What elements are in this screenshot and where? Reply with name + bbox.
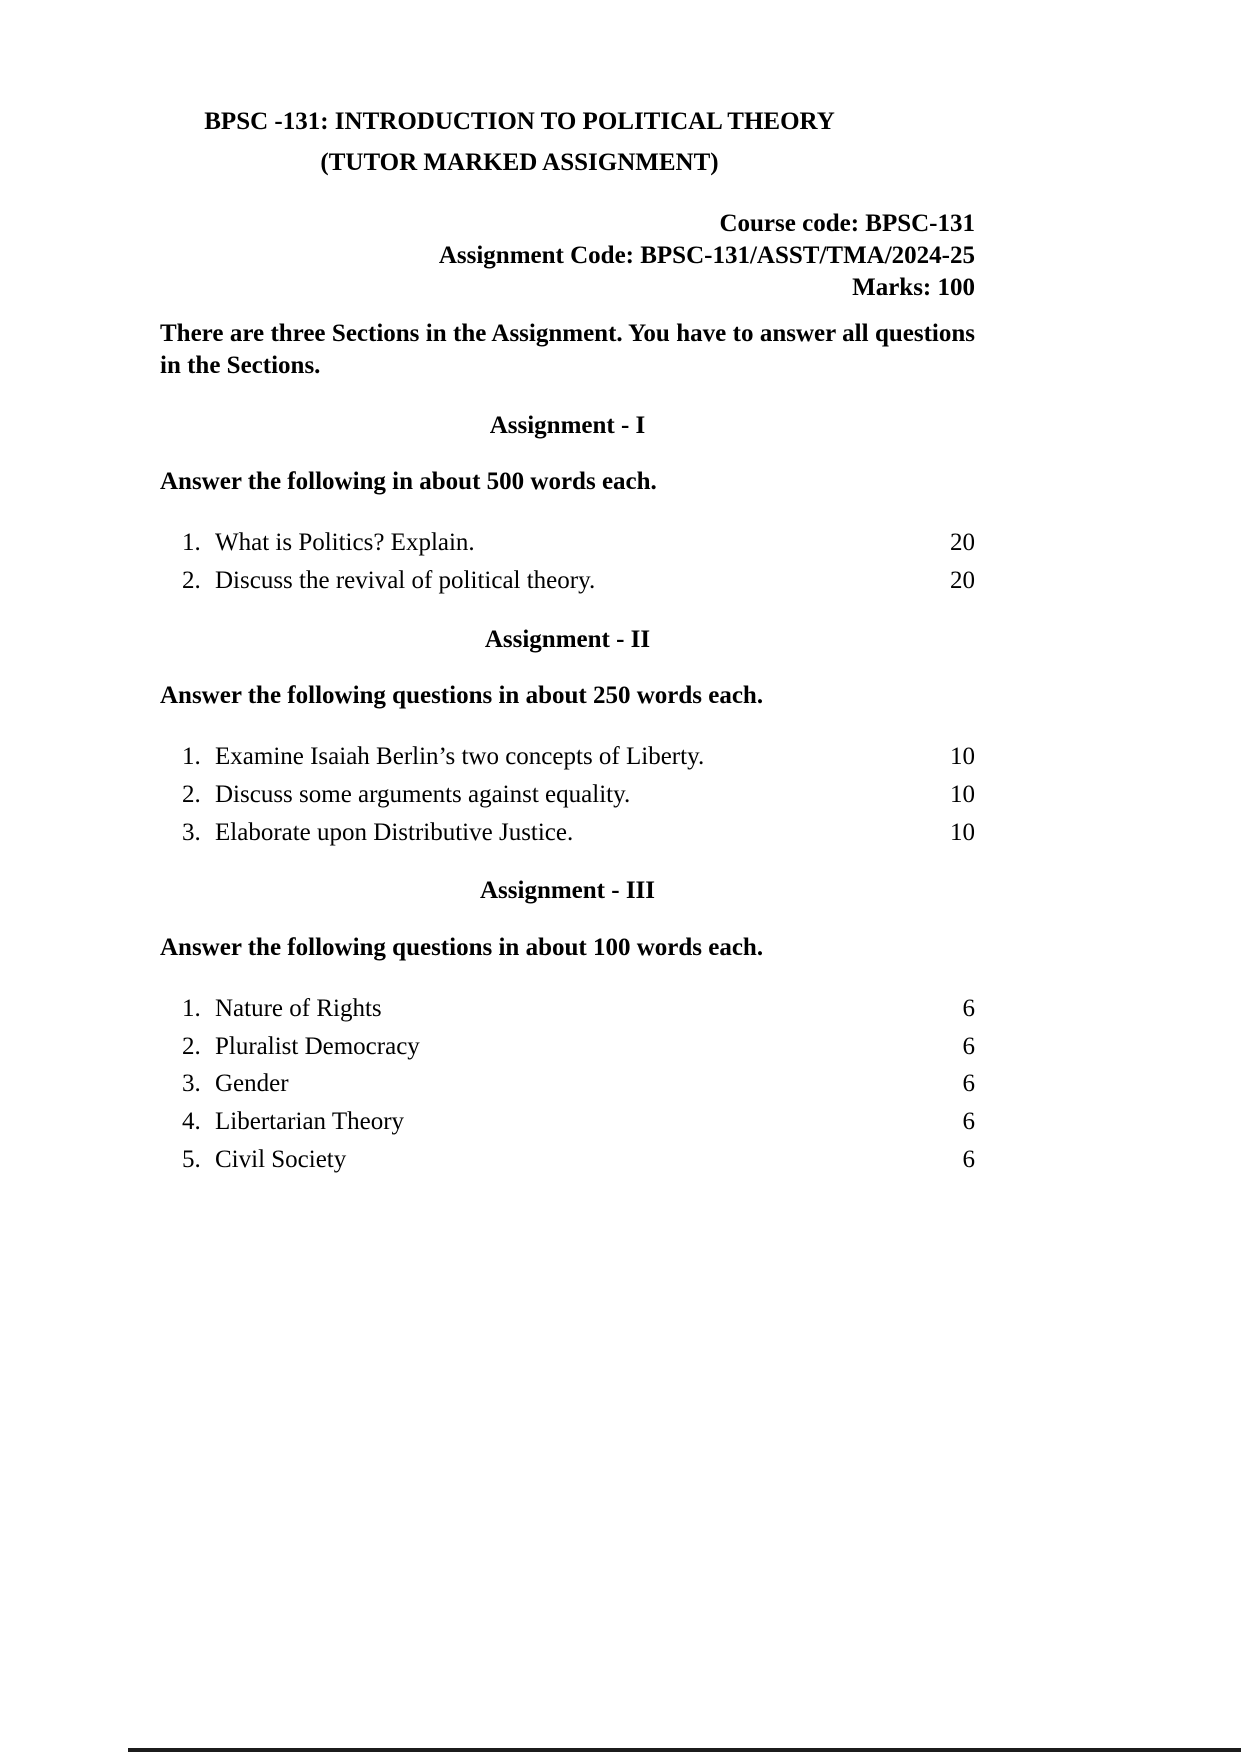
question-number: 2. — [182, 1032, 201, 1060]
question-row — [160, 567, 975, 596]
question-number: 4. — [182, 1108, 201, 1135]
question-text: Examine Isaiah Berlin’s two concepts of Liberty. — [215, 743, 705, 770]
question-row — [160, 819, 975, 848]
question-text: Gender — [215, 1070, 289, 1098]
section-3-instruction: Answer the following questions in about 100 words each. — [160, 934, 764, 961]
page-title: BPSC -131: INTRODUCTION TO POLITICAL THEORY — [204, 108, 835, 135]
question-text: Libertarian Theory — [215, 1108, 405, 1135]
question-text: Pluralist Democracy — [215, 1032, 420, 1060]
question-text: Discuss the revival of political theory. — [215, 566, 596, 594]
question-row — [160, 781, 975, 810]
question-text: What is Politics? Explain. — [215, 529, 475, 556]
meta-course-code: Course code: BPSC-131 — [719, 209, 975, 237]
question-number: 1. — [182, 743, 201, 770]
question-marks: 6 — [962, 1145, 975, 1173]
page-edge-line — [128, 1748, 1241, 1752]
question-text: Nature of Rights — [215, 994, 382, 1022]
question-number: 1. — [182, 529, 201, 556]
question-row — [160, 1070, 975, 1099]
question-marks: 6 — [962, 1032, 975, 1060]
question-text: Civil Society — [215, 1145, 347, 1173]
question-text: Discuss some arguments against equality. — [215, 780, 631, 808]
section-2-question-list — [160, 743, 975, 847]
general-instructions: There are three Sections in the Assignment. You have to answer all questions in the Sections. — [160, 319, 975, 379]
question-row — [160, 1108, 975, 1137]
question-row — [160, 529, 975, 558]
question-number: 2. — [182, 780, 201, 808]
title-block — [160, 108, 879, 178]
section-1-question-list — [160, 529, 975, 596]
meta-assignment-code: Assignment Code: BPSC-131/ASST/TMA/2024-25 — [438, 241, 975, 269]
question-text: Elaborate upon Distributive Justice. — [215, 818, 574, 846]
question-number: 5. — [182, 1145, 201, 1173]
question-marks: 10 — [950, 818, 975, 846]
question-row — [160, 743, 975, 772]
question-row — [160, 1146, 975, 1175]
section-2-heading: Assignment - II — [484, 625, 651, 653]
section-1-heading: Assignment - I — [489, 411, 646, 439]
section-1-instruction: Answer the following in about 500 words each. — [160, 468, 657, 496]
section-3-heading: Assignment - III — [479, 877, 656, 905]
meta-block — [160, 208, 975, 304]
question-number: 3. — [182, 1070, 201, 1098]
section-assignment-2 — [160, 626, 975, 848]
section-assignment-3 — [160, 877, 975, 1174]
question-marks: 10 — [950, 743, 975, 770]
question-marks: 6 — [962, 994, 975, 1022]
section-assignment-1 — [160, 412, 975, 596]
question-number: 2. — [182, 566, 201, 594]
page-subtitle: (TUTOR MARKED ASSIGNMENT) — [320, 148, 719, 176]
question-marks: 6 — [962, 1070, 975, 1098]
question-marks: 10 — [950, 780, 975, 808]
section-2-instruction: Answer the following questions in about 250 words each. — [160, 682, 764, 710]
section-3-question-list — [160, 995, 975, 1175]
question-marks: 20 — [950, 566, 975, 594]
meta-marks-total: Marks: 100 — [852, 273, 975, 301]
question-number: 3. — [182, 818, 201, 846]
question-row — [160, 995, 975, 1024]
question-marks: 6 — [962, 1108, 975, 1135]
question-number: 1. — [182, 994, 201, 1022]
question-row — [160, 1033, 975, 1062]
question-marks: 20 — [950, 529, 975, 556]
